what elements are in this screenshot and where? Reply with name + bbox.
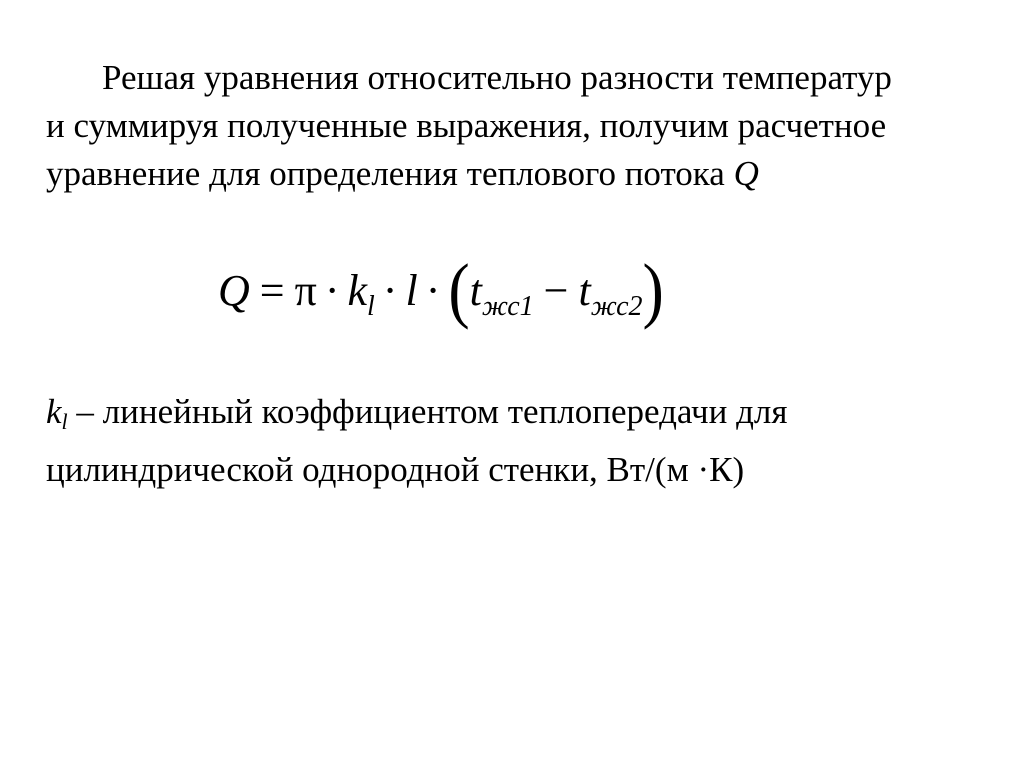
intro-line-1: Решая уравнения относительно разности температур bbox=[102, 58, 892, 97]
formula-pi: π bbox=[294, 266, 317, 315]
formula-k: k bbox=[347, 266, 368, 315]
formula-t2: t bbox=[578, 266, 591, 315]
definition-line-2: цилиндрической однородной стенки, Вт/(м ·К) bbox=[46, 450, 745, 489]
formula-t1-subscript: жс1 bbox=[481, 291, 534, 322]
formula-k-subscript: l bbox=[367, 291, 375, 322]
formula-dot-2: · bbox=[382, 266, 398, 315]
definition-line-1-text: – линейный коэффициентом теплопередачи для bbox=[67, 392, 788, 431]
intro-line-3-text: уравнение для определения теплового потока bbox=[46, 154, 734, 193]
heat-flow-formula bbox=[218, 250, 664, 330]
definition-paragraph bbox=[46, 388, 1006, 494]
intro-line-2: и суммируя полученные выражения, получим расчетное bbox=[46, 106, 887, 145]
formula-equals: = bbox=[259, 266, 285, 315]
formula-dot-1: · bbox=[324, 266, 340, 315]
formula-open-paren: ( bbox=[448, 248, 470, 331]
formula-dot-3: · bbox=[425, 266, 441, 315]
definition-k-subscript: l bbox=[61, 409, 68, 434]
formula-t1: t bbox=[469, 266, 482, 315]
formula-q: Q bbox=[218, 266, 250, 315]
definition-k: k bbox=[46, 392, 62, 431]
intro-paragraph bbox=[46, 54, 1006, 198]
definition-line-1 bbox=[46, 388, 1006, 446]
intro-line-3 bbox=[46, 150, 1006, 198]
formula-close-paren: ) bbox=[642, 248, 664, 331]
heat-flow-variable: Q bbox=[733, 154, 759, 193]
formula-minus: − bbox=[543, 266, 569, 315]
formula-t2-subscript: жс2 bbox=[590, 291, 643, 322]
formula-l: l bbox=[405, 266, 418, 315]
